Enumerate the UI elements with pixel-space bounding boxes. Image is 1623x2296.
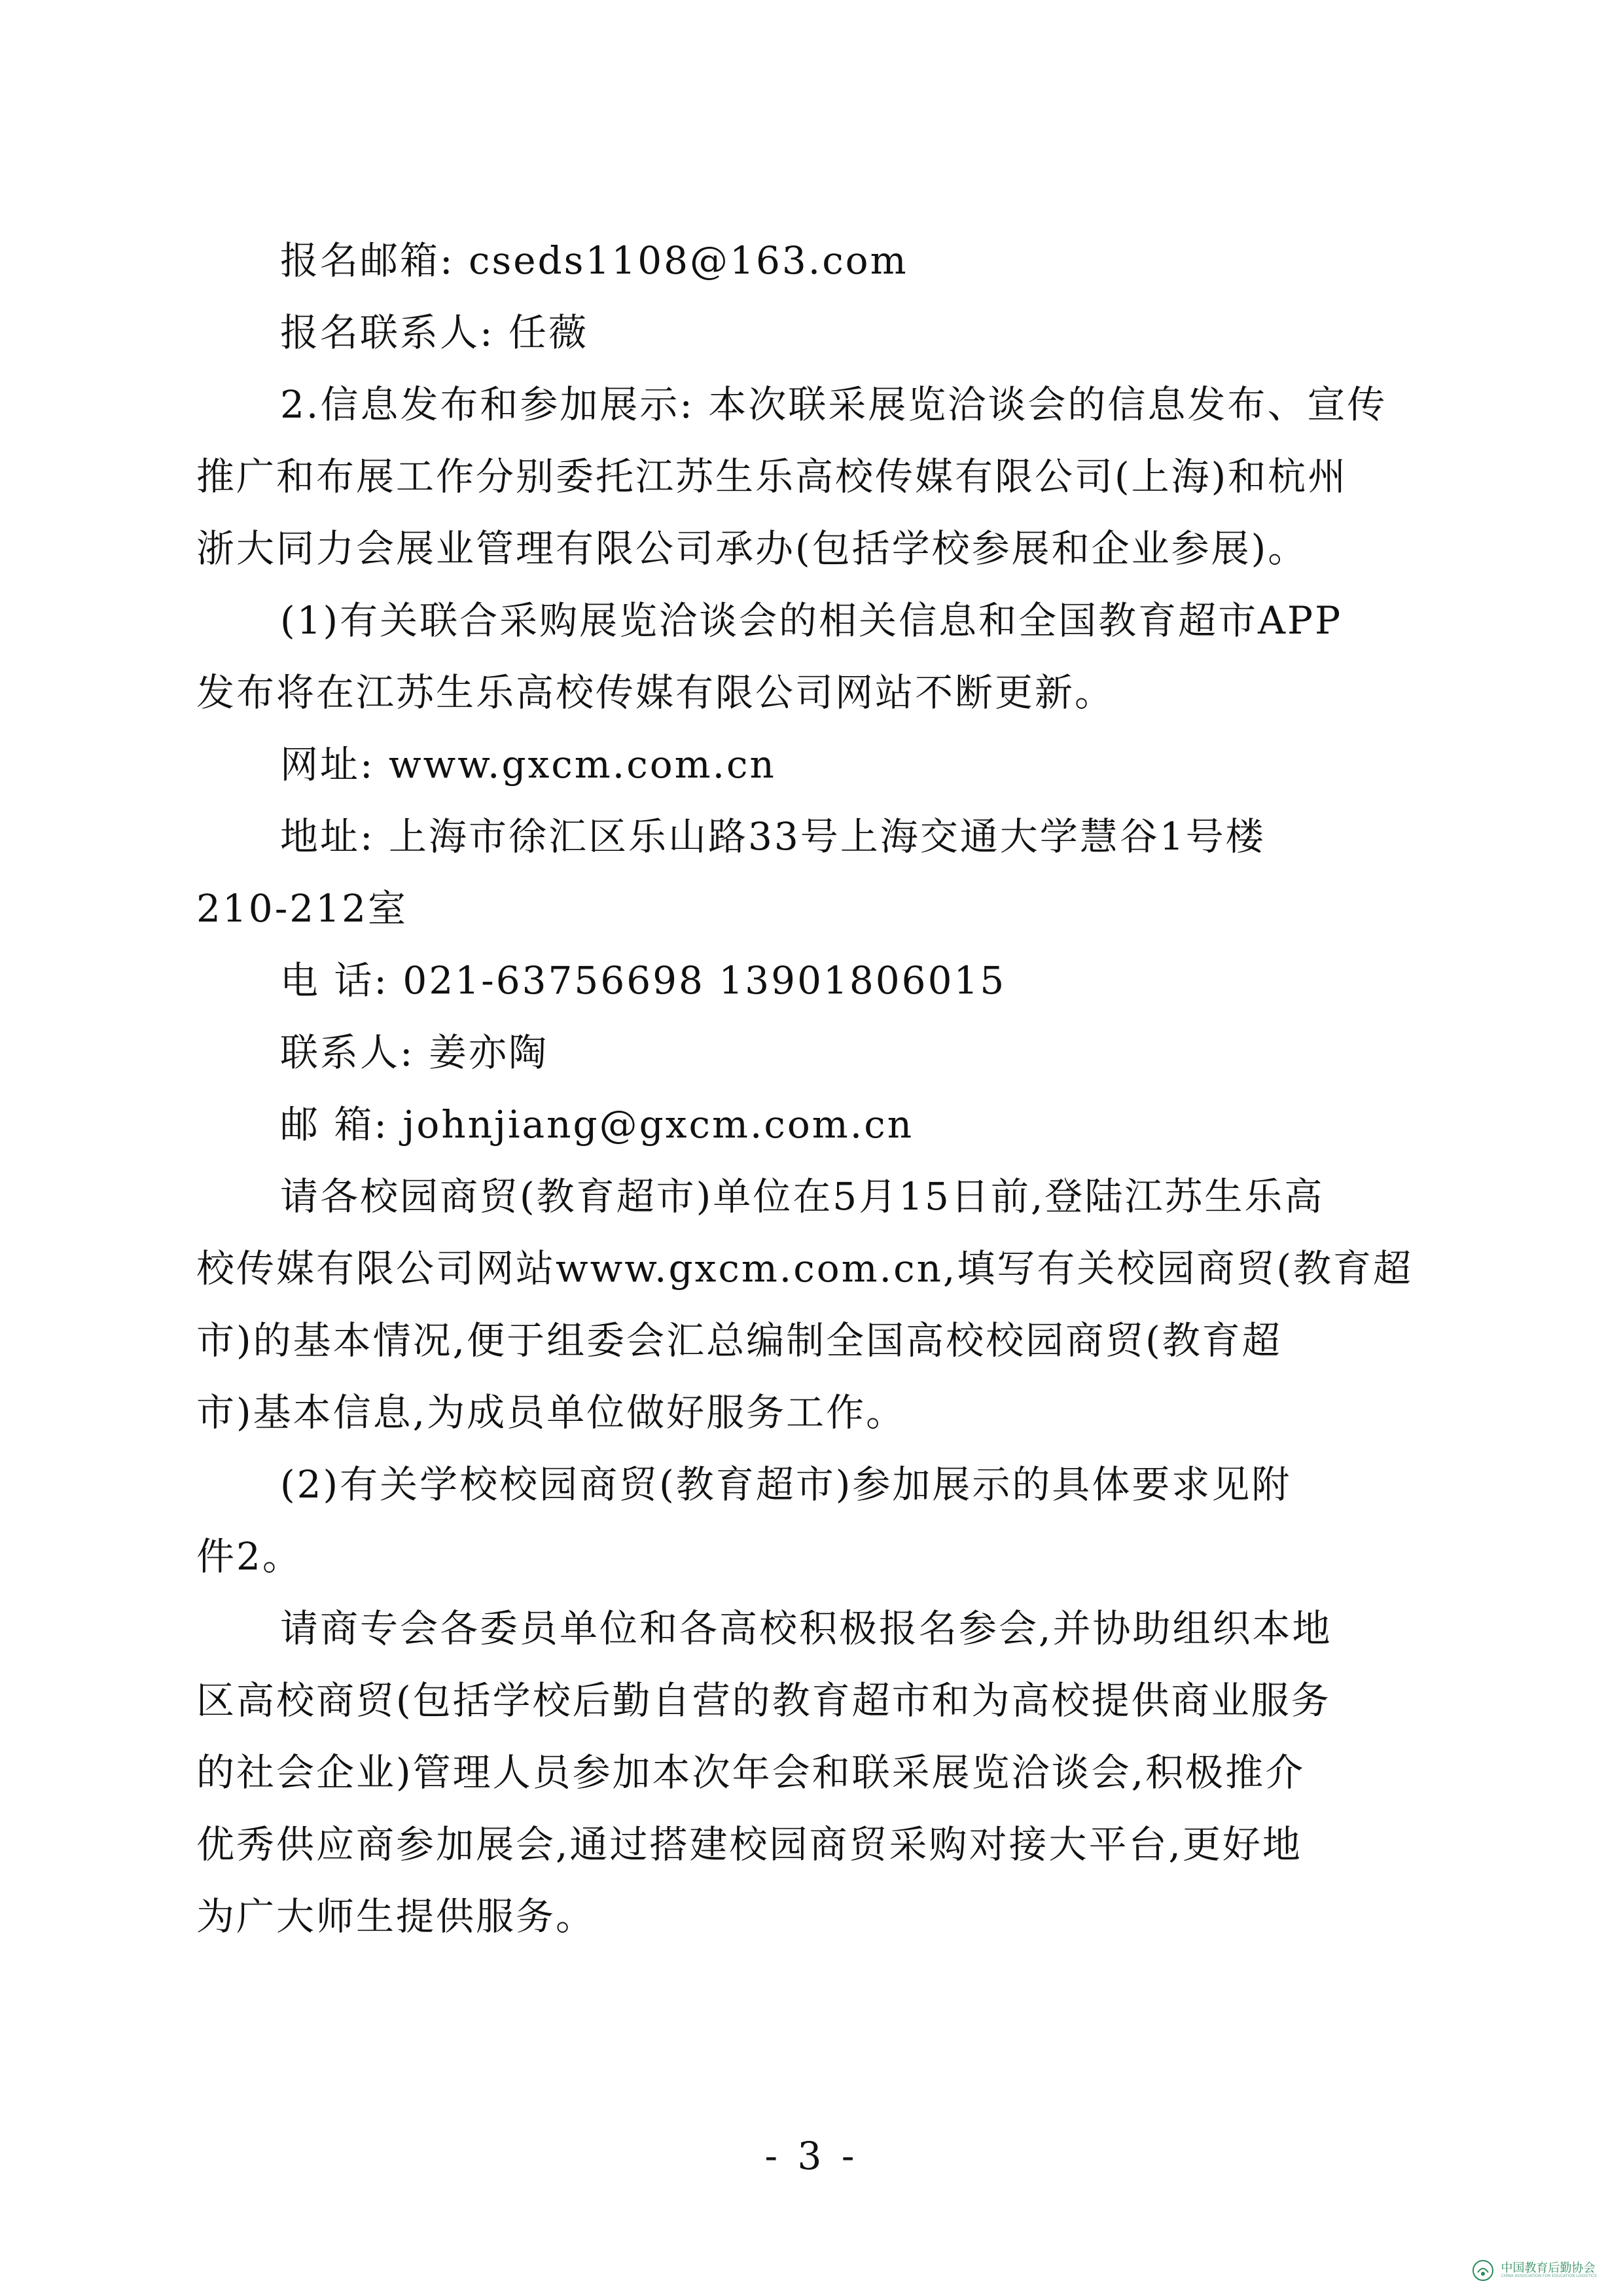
text-line: (1)有关联合采购展览洽谈会的相关信息和全国教育超市APP	[280, 598, 1343, 643]
text-line: 市)基本信息,为成员单位做好服务工作。	[196, 1390, 906, 1435]
logo-text: 中国教育后勤协会	[1501, 2261, 1596, 2275]
association-logo	[1472, 2259, 1597, 2282]
text-line: 浙大同力会展业管理有限公司承办(包括学校参展和企业参展)。	[196, 526, 1308, 571]
text-line: 地址: 上海市徐汇区乐山路33号上海交通大学慧谷1号楼	[280, 814, 1266, 859]
text-line: 联系人: 姜亦陶	[280, 1030, 548, 1075]
text-line: 2.信息发布和参加展示: 本次联采展览洽谈会的信息发布、宣传	[280, 382, 1387, 427]
logo-emblem-icon	[1472, 2259, 1494, 2282]
text-line: 报名联系人: 任薇	[280, 310, 588, 355]
text-line: 校传媒有限公司网站www.gxcm.com.cn,填写有关校园商贸(教育超	[196, 1246, 1413, 1291]
text-line: (2)有关学校校园商贸(教育超市)参加展示的具体要求见附	[280, 1462, 1292, 1507]
text-line: 市)的基本情况,便于组委会汇总编制全国高校校园商贸(教育超	[196, 1318, 1282, 1363]
text-line: 210-212室	[196, 886, 408, 931]
text-line: 的社会企业)管理人员参加本次年会和联采展览洽谈会,积极推介	[196, 1750, 1306, 1795]
text-line: 网址: www.gxcm.com.cn	[280, 742, 776, 787]
text-line: 请商专会各委员单位和各高校积极报名参会,并协助组织本地	[280, 1606, 1332, 1651]
logo-subtext: CHINA ASSOCIATION FOR EDUCATION LOGISTICS	[1501, 2274, 1597, 2278]
text-line: 邮 箱: johnjiang@gxcm.com.cn	[280, 1102, 914, 1147]
text-line: 推广和布展工作分别委托江苏生乐高校传媒有限公司(上海)和杭州	[196, 454, 1348, 499]
text-line: 件2。	[196, 1534, 302, 1579]
text-line: 区高校商贸(包括学校后勤自营的教育超市和为高校提供商业服务	[196, 1678, 1331, 1723]
text-line: 为广大师生提供服务。	[196, 1894, 596, 1939]
text-line: 报名邮箱: cseds1108@163.com	[280, 238, 908, 283]
text-line: 请各校园商贸(教育超市)单位在5月15日前,登陆江苏生乐高	[280, 1174, 1325, 1219]
text-line: 发布将在江苏生乐高校传媒有限公司网站不断更新。	[196, 670, 1115, 715]
page-number: - 3 -	[764, 2134, 859, 2178]
text-line: 优秀供应商参加展会,通过搭建校园商贸采购对接大平台,更好地	[196, 1822, 1302, 1867]
text-line: 电 话: 021-63756698 13901806015	[280, 958, 1007, 1003]
